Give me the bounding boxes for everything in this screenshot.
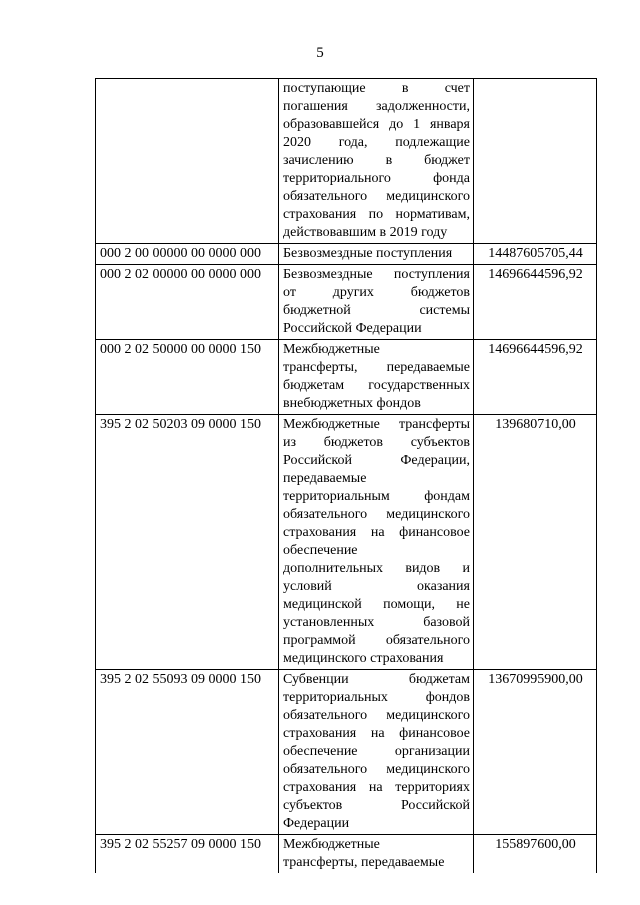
revenue-name-line: медицинской помощи, не [283, 597, 470, 612]
revenue-name-line: обязательного медицинского [283, 189, 470, 204]
revenue-name-line: зачислению в бюджет [283, 153, 470, 168]
amount-cell: 13670995900,00 [474, 670, 597, 835]
revenue-name-cell [279, 835, 474, 874]
revenue-name-line: внебюджетных фондов [283, 396, 421, 411]
revenue-name-line: Безвозмездные поступления [283, 246, 453, 261]
amount-cell: 14696644596,92 [474, 265, 597, 340]
revenue-name-line: передаваемые [283, 471, 367, 486]
revenue-name-line: Межбюджетные [283, 837, 380, 852]
revenue-name-cell [279, 415, 474, 670]
revenue-name-line: страхования по нормативам, [283, 207, 470, 222]
amount-cell: 139680710,00 [474, 415, 597, 670]
table-row [96, 415, 597, 670]
classification-code-cell: 395 2 02 55257 09 0000 150 [96, 835, 279, 874]
page-number: 5 [316, 45, 324, 61]
revenue-name-line: поступающие в счет [283, 81, 470, 96]
revenue-name-line: Российской Федерации, [283, 453, 470, 468]
revenue-name-line: программой обязательного [283, 633, 470, 648]
revenue-name-line: Субвенции бюджетам [283, 672, 470, 687]
table-row [96, 244, 597, 265]
revenue-name-line: Федерации [283, 816, 350, 831]
revenue-name-line: обязательного медицинского [283, 507, 470, 522]
revenue-name-cell [279, 340, 474, 415]
revenue-name-line: обеспечение [283, 543, 358, 558]
revenue-name-line: субъектов Российской [283, 798, 470, 813]
revenue-name-line: обязательного медицинского [283, 708, 470, 723]
revenue-name-line: погашения задолженности, [283, 99, 470, 114]
table-row [96, 340, 597, 415]
table-row [96, 265, 597, 340]
amount-cell: 155897600,00 [474, 835, 597, 874]
revenue-name-line: Российской Федерации [283, 321, 422, 336]
classification-code-cell: 000 2 02 00000 00 0000 000 [96, 265, 279, 340]
revenue-name-line: территориальных фондов [283, 690, 470, 705]
revenue-name-line: страхования на финансовое [283, 726, 470, 741]
revenue-name-cell [279, 670, 474, 835]
classification-code-cell: 000 2 02 50000 00 0000 150 [96, 340, 279, 415]
revenue-name-line: действовавшим в 2019 году [283, 225, 448, 240]
revenue-name-line: из бюджетов субъектов [283, 435, 470, 450]
revenue-name-line: страхования на территориях [283, 780, 470, 795]
amount-cell [474, 79, 597, 244]
revenue-name-line: трансферты, передаваемые [283, 360, 470, 375]
revenue-name-cell [279, 79, 474, 244]
revenue-name-line: территориальным фондам [283, 489, 470, 504]
revenue-name-line: обязательного медицинского [283, 762, 470, 777]
revenue-name-cell [279, 244, 474, 265]
revenue-name-line: Безвозмездные поступления [283, 267, 470, 282]
table-row [96, 670, 597, 835]
revenue-name-line: установленных базовой [283, 615, 470, 630]
revenue-name-line: бюджетам государственных [283, 378, 470, 393]
revenue-name-line: медицинского страхования [283, 651, 444, 666]
revenue-name-cell [279, 265, 474, 340]
budget-revenue-table [95, 78, 597, 873]
revenue-name-line: трансферты, передаваемые [283, 855, 445, 870]
revenue-name-line: образовавшейся до 1 января [283, 117, 470, 132]
table-body [96, 79, 597, 874]
classification-code-cell: 000 2 00 00000 00 0000 000 [96, 244, 279, 265]
classification-code-cell: 395 2 02 55093 09 0000 150 [96, 670, 279, 835]
classification-code-cell: 395 2 02 50203 09 0000 150 [96, 415, 279, 670]
revenue-name-line: обеспечение организации [283, 744, 470, 759]
revenue-name-line: от других бюджетов [283, 285, 470, 300]
revenue-name-line: Межбюджетные трансферты [283, 417, 470, 432]
revenue-name-line: дополнительных видов и [283, 561, 470, 576]
amount-cell: 14487605705,44 [474, 244, 597, 265]
revenue-name-line: территориального фонда [283, 171, 470, 186]
table-row [96, 835, 597, 874]
revenue-name-line: Межбюджетные [283, 342, 380, 357]
amount-cell: 14696644596,92 [474, 340, 597, 415]
revenue-name-line: 2020 года, подлежащие [283, 135, 470, 150]
revenue-name-line: условий оказания [283, 579, 470, 594]
revenue-name-line: страхования на финансовое [283, 525, 470, 540]
revenue-name-line: бюджетной системы [283, 303, 470, 318]
classification-code-cell [96, 79, 279, 244]
table-row [96, 79, 597, 244]
